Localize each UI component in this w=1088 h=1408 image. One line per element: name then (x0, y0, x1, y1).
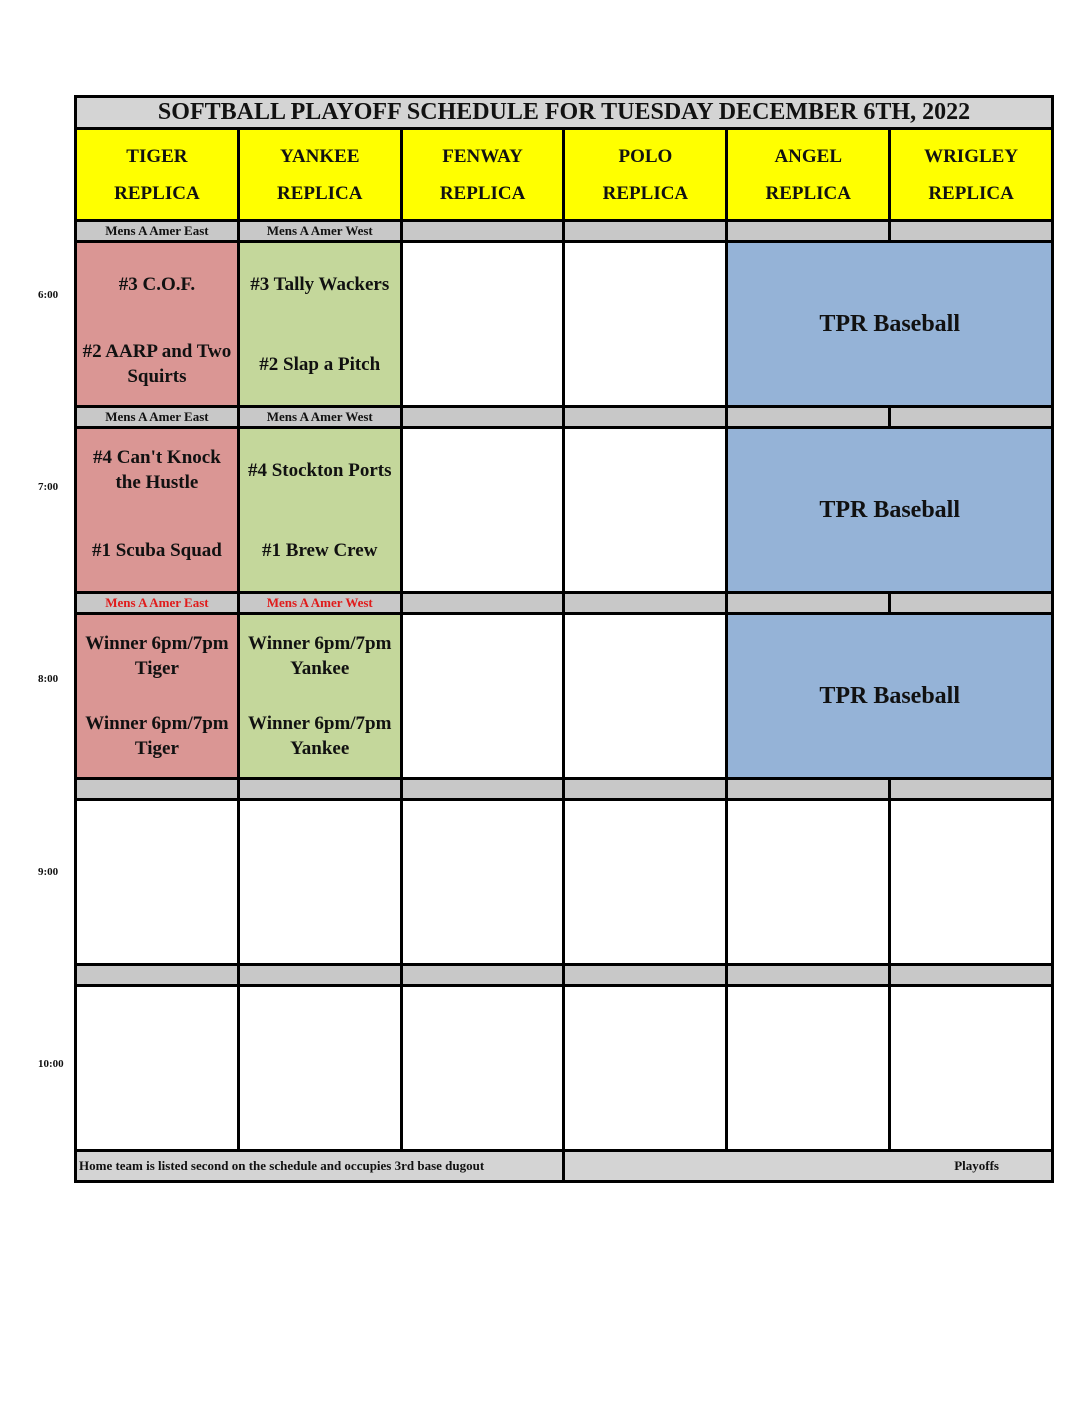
game-cell-yankee (238, 428, 401, 593)
division-label: Mens A Amer East (76, 221, 239, 242)
time-slot-row (76, 614, 1053, 779)
field-header-row (76, 129, 1053, 221)
game-cell-tiger (76, 614, 239, 779)
away-team: #3 C.O.F. (118, 273, 196, 295)
empty-cell (238, 800, 401, 965)
time-slot-row (76, 800, 1053, 965)
home-team: Winner 6pm/7pm Yankee (248, 713, 392, 759)
title-row (76, 97, 1053, 129)
empty-cell (401, 428, 564, 593)
time-label-8: 8:00 (38, 673, 59, 685)
division-label-playoff: Mens A Amer West (238, 593, 401, 614)
empty-cell (401, 614, 564, 779)
empty-cell (727, 986, 890, 1151)
game-cell-tiger (76, 428, 239, 593)
division-row (76, 407, 1053, 428)
tpr-baseball-block: TPR Baseball (727, 614, 1053, 779)
time-slot-row (76, 428, 1053, 593)
away-team: Winner 6pm/7pm Tiger (85, 633, 229, 679)
game-cell-tiger (76, 242, 239, 407)
time-label-7: 7:00 (38, 481, 59, 493)
time-label-6: 6:00 (38, 289, 59, 301)
game-cell-yankee (238, 242, 401, 407)
empty-cell (401, 242, 564, 407)
home-team: Winner 6pm/7pm Tiger (85, 713, 229, 759)
game-cell-yankee (238, 614, 401, 779)
footer-label: Playoffs (564, 1151, 1053, 1182)
footer-note: Home team is listed second on the schedule and occupies 3rd base dugout (76, 1151, 564, 1182)
time-label-10: 10:00 (38, 1058, 64, 1070)
field-header-polo: POLO REPLICA (564, 129, 727, 221)
empty-cell (76, 986, 239, 1151)
division-row (76, 965, 1053, 986)
field-header-wrigley: WRIGLEY REPLICA (890, 129, 1053, 221)
field-header-tiger: TIGER REPLICA (76, 129, 239, 221)
away-team: #4 Stockton Ports (247, 459, 392, 481)
away-team: #3 Tally Wackers (250, 273, 390, 295)
tpr-baseball-block: TPR Baseball (727, 428, 1053, 593)
empty-cell (238, 986, 401, 1151)
empty-cell (564, 242, 727, 407)
field-header-yankee: YANKEE REPLICA (238, 129, 401, 221)
away-team: #4 Can't Knock the Hustle (93, 447, 221, 493)
division-label: Mens A Amer West (238, 407, 401, 428)
schedule-title: SOFTBALL PLAYOFF SCHEDULE FOR TUESDAY DECEMBER 6TH, 2022 (76, 97, 1053, 129)
empty-cell (727, 800, 890, 965)
home-team: #1 Brew Crew (262, 539, 378, 561)
empty-cell (564, 614, 727, 779)
division-label-playoff: Mens A Amer East (76, 593, 239, 614)
division-label: Mens A Amer West (238, 221, 401, 242)
empty-cell (401, 986, 564, 1151)
tpr-baseball-block: TPR Baseball (727, 242, 1053, 407)
division-label: Mens A Amer East (76, 407, 239, 428)
time-label-9: 9:00 (38, 866, 59, 878)
time-slot-row (76, 242, 1053, 407)
away-team: Winner 6pm/7pm Yankee (248, 633, 392, 679)
field-header-fenway: FENWAY REPLICA (401, 129, 564, 221)
division-row (76, 593, 1053, 614)
division-row (76, 779, 1053, 800)
home-team: #2 Slap a Pitch (259, 353, 381, 375)
home-team: #2 AARP and Two Squirts (82, 341, 232, 387)
footer-row (76, 1151, 1053, 1182)
schedule-table (74, 95, 1054, 1183)
time-slot-row (76, 986, 1053, 1151)
empty-cell (890, 986, 1053, 1151)
empty-cell (564, 800, 727, 965)
empty-cell (401, 800, 564, 965)
empty-cell (890, 800, 1053, 965)
empty-cell (76, 800, 239, 965)
empty-cell (564, 428, 727, 593)
home-team: #1 Scuba Squad (91, 539, 222, 561)
division-row (76, 221, 1053, 242)
empty-cell (564, 986, 727, 1151)
field-header-angel: ANGEL REPLICA (727, 129, 890, 221)
